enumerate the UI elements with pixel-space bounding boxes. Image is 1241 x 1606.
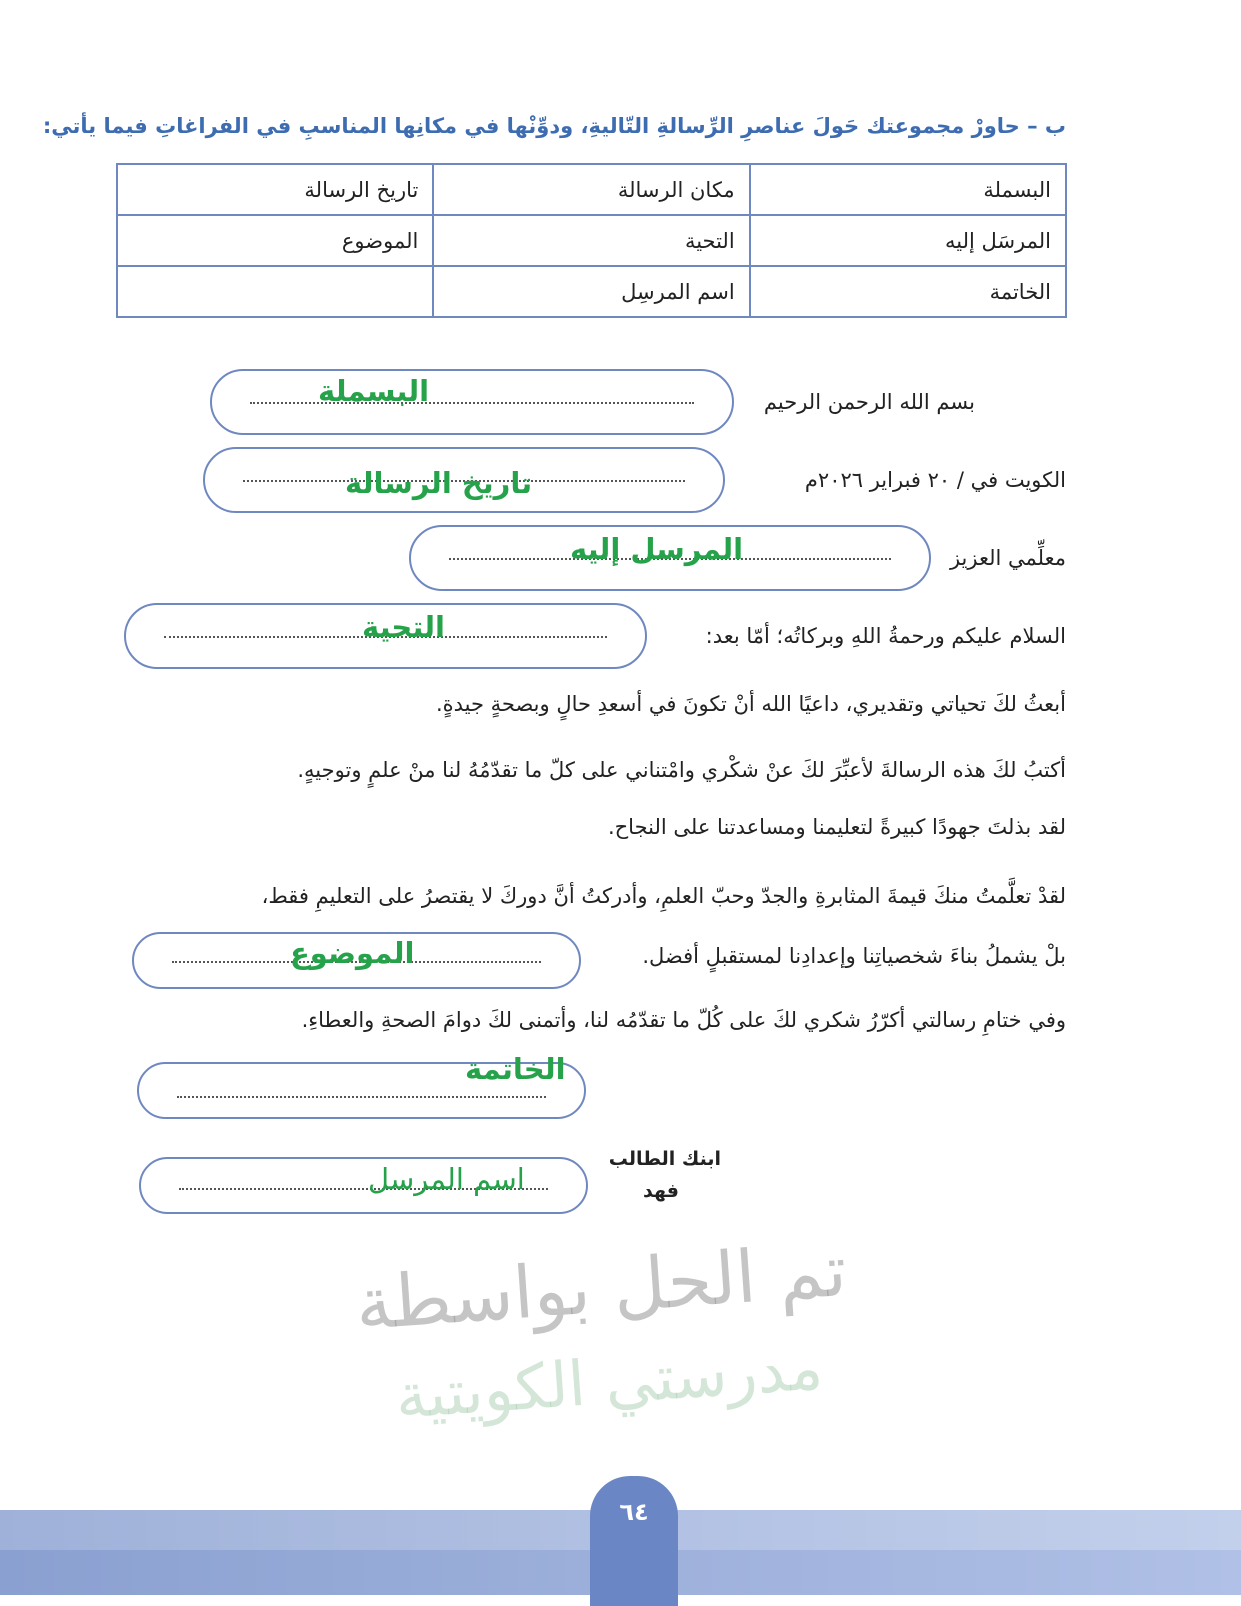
table-row [117, 215, 1066, 266]
body-paragraph-6: وفي ختامِ رسالتي أكرّرُ شكري لكَ على كُلّ ما تقدّمُه لنا، وأتمنى لكَ دوامَ الصحةِ والعطاءِ. [301, 1008, 1066, 1032]
dotted-line [250, 402, 694, 404]
letter-elements-table [116, 163, 1067, 318]
table-cell: المرسَل إليه [750, 215, 1066, 266]
basmala-text: بسم الله الرحمن الرحيم [763, 390, 975, 414]
answer-text-5: الموضوع [290, 936, 415, 970]
answer-text-6: الخاتمة [465, 1052, 566, 1086]
table-cell: الخاتمة [750, 266, 1066, 317]
signature-title: ابنك الطالب [608, 1148, 721, 1170]
page-number: ٦٤ [590, 1476, 678, 1606]
signature-name: فهد [643, 1180, 679, 1202]
answer-text-3: المرسل إليه [570, 532, 744, 566]
greeting-text: السلام عليكم ورحمةُ اللهِ وبركاتُه؛ أمّا بعد: [705, 624, 1066, 648]
table-cell: مكان الرسالة [433, 164, 749, 215]
table-row [117, 164, 1066, 215]
watermark-line2: مدرستي الكويتية [392, 1330, 826, 1433]
watermark-line1: تم الحل بواسطة [352, 1227, 850, 1347]
dotted-line [177, 1096, 546, 1098]
table-cell: تاريخ الرسالة [117, 164, 433, 215]
body-paragraph-1: أبعثُ لكَ تحياتي وتقديري، داعيًا الله أنْ تكونَ في أسعدِ حالٍ وبصحةٍ جيدةٍ. [435, 692, 1066, 716]
table-cell [117, 266, 433, 317]
body-paragraph-2: أكتبُ لكَ هذه الرسالةَ لأعبِّرَ لكَ عنْ شكْري وامْتناني على كلّ ما تقدّمُهُ لنا منْ علمٍ وتوجيهٍ. [297, 758, 1066, 782]
table-cell: اسم المرسِل [433, 266, 749, 317]
exercise-instruction: ب – حاورْ مجموعتك حَولَ عناصرِ الرِّسالةِ التّاليةِ، ودوِّنْها في مكانِها المناسبِ في الفراغاتِ فيما يأتي: [42, 114, 1066, 138]
table-cell: الموضوع [117, 215, 433, 266]
place-date-text: الكويت في / ٢٠ فبراير ٢٠٢٦م [804, 468, 1066, 492]
table-cell: التحية [433, 215, 749, 266]
body-paragraph-5: بلْ يشملُ بناءَ شخصياتِنا وإعدادِنا لمستقبلٍ أفضل. [642, 944, 1066, 968]
answer-text-4: التحية [362, 610, 445, 644]
body-paragraph-3: لقد بذلتَ جهودًا كبيرةً لتعليمنا ومساعدتنا على النجاح. [607, 815, 1066, 839]
body-paragraph-4: لقدْ تعلَّمتُ منكَ قيمةَ المثابرةِ والجدّ وحبّ العلمِ، وأدركتُ أنَّ دوركَ لا يقتصرُ على التعليمِ فقط، [261, 884, 1066, 908]
recipient-text: معلِّمي العزيز [949, 546, 1066, 570]
table-row [117, 266, 1066, 317]
answer-text-1: البسملة [318, 374, 430, 408]
answer-text-2: تاريخ الرسالة [345, 466, 533, 500]
table-cell: البسملة [750, 164, 1066, 215]
answer-text-7: اسم المرسل [368, 1162, 525, 1196]
answer-field-1[interactable] [210, 369, 734, 435]
